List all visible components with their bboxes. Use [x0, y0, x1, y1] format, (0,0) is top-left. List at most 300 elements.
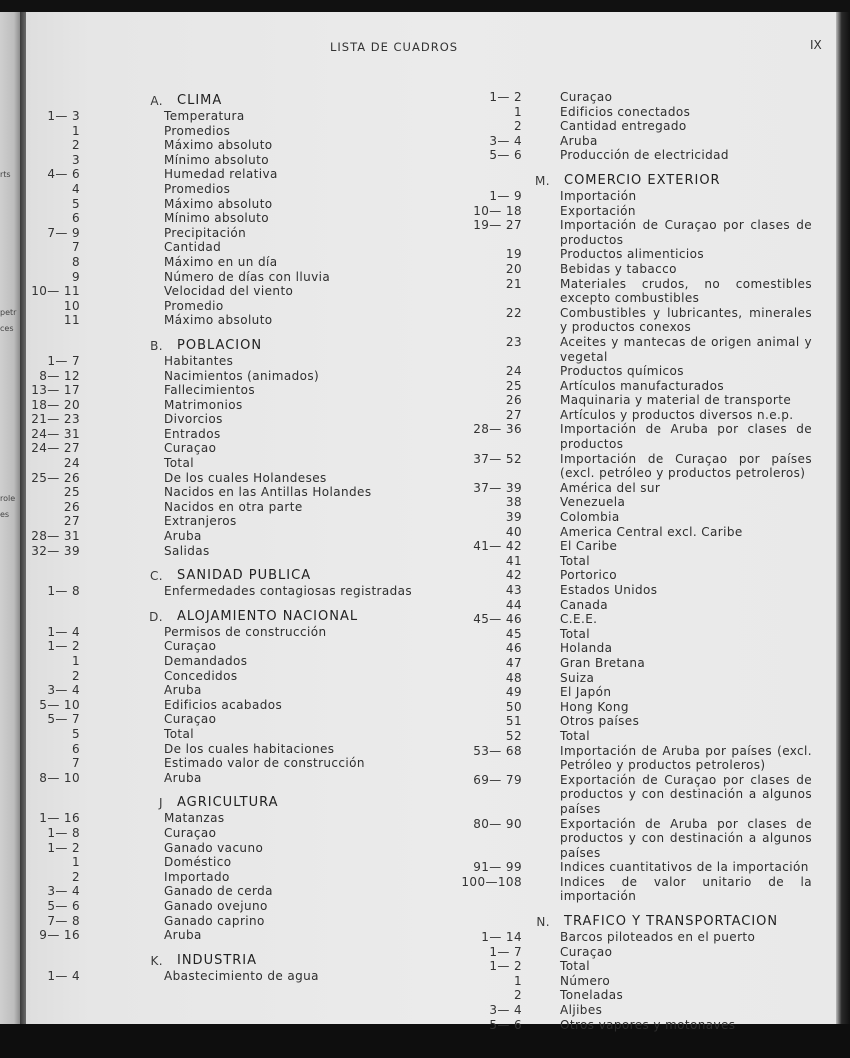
table-list-item: [26, 756, 426, 771]
table-number: 3— 4: [47, 884, 80, 899]
table-number: 10— 18: [473, 203, 522, 218]
page-stack-edge: [836, 12, 850, 1024]
table-list-item: [26, 270, 426, 285]
table-title: Entrados: [164, 426, 221, 441]
table-number: 2: [513, 988, 522, 1003]
table-title: Demandados: [164, 654, 248, 668]
section-heading: [452, 173, 827, 189]
table-number: 26: [505, 393, 522, 408]
table-list-item: [452, 189, 827, 204]
table-title: America Central excl. Caribe: [560, 524, 743, 539]
table-title: Cantidad entregado: [560, 119, 687, 134]
table-list-item: [452, 218, 827, 247]
section-letter: J: [159, 796, 163, 811]
table-title: Exportación: [560, 203, 636, 218]
table-title: De los cuales habitaciones: [164, 741, 335, 756]
table-list-item: [26, 383, 426, 398]
table-list-item: [26, 742, 426, 757]
table-number: 8: [71, 254, 80, 269]
table-list-item: [452, 306, 827, 335]
section-heading: [26, 338, 426, 354]
table-title: Curaçao: [164, 712, 217, 727]
section-title: AGRICULTURA: [177, 795, 279, 811]
section-title: ALOJAMIENTO NACIONAL: [177, 608, 359, 624]
table-number: 5— 7: [47, 712, 80, 727]
table-list-item: [452, 335, 827, 364]
table-number: 1: [71, 855, 80, 870]
table-number: 32— 39: [31, 543, 80, 558]
table-list-item: [452, 959, 827, 974]
table-number: 21: [505, 276, 522, 291]
section-heading: [26, 568, 426, 584]
table-title: Concedidos: [164, 668, 238, 683]
section-poblacion: [26, 338, 426, 558]
table-list-item: [26, 826, 426, 841]
table-list-item: [452, 945, 827, 960]
table-number: 1— 14: [481, 930, 522, 945]
table-list-item: [452, 612, 827, 627]
table-number: 49: [505, 685, 522, 700]
table-number: 100—108: [461, 874, 522, 889]
section-sanidad-publica: [26, 568, 426, 599]
table-list-item: [26, 514, 426, 529]
table-title: Abastecimiento de agua: [164, 968, 319, 983]
table-list-item: [452, 685, 827, 700]
table-title: Aceites y mantecas de origen animal y vegetal: [560, 334, 812, 364]
table-list-item: [26, 138, 426, 153]
table-title: Cantidad: [164, 240, 222, 255]
table-number: 10— 11: [31, 284, 80, 299]
table-number: 43: [505, 583, 522, 597]
table-list-item: [26, 884, 426, 899]
table-number: 13— 17: [31, 383, 80, 398]
table-list-item: [452, 539, 827, 554]
table-number: 46: [505, 641, 522, 656]
table-list-item: [452, 495, 827, 510]
table-list-item: [26, 427, 426, 442]
table-list-item: [26, 398, 426, 413]
facing-page-fragment: ces: [0, 324, 14, 333]
table-number: 27: [505, 407, 522, 422]
table-list-item: [452, 1003, 827, 1018]
table-list-item: [452, 656, 827, 671]
table-title: Hong Kong: [560, 699, 629, 714]
table-title: Holanda: [560, 641, 613, 656]
table-title: Producción de electricidad: [560, 148, 729, 163]
page-number: IX: [810, 38, 822, 52]
table-list-item: [452, 568, 827, 583]
table-list-item: [452, 510, 827, 525]
table-number: 42: [505, 568, 522, 583]
table-number: 28— 36: [473, 422, 522, 437]
table-title: Artículos y productos diversos n.e.p.: [560, 407, 794, 422]
section-heading: [26, 795, 426, 811]
table-list-item: [26, 899, 426, 914]
table-list-item: [26, 485, 426, 500]
table-list-item: [26, 412, 426, 427]
table-list-item: [452, 525, 827, 540]
table-number: 47: [505, 655, 522, 670]
table-number: 8— 12: [39, 368, 80, 383]
table-title: Ganado de cerda: [164, 884, 273, 899]
table-list-item: [452, 671, 827, 686]
table-title: Venezuela: [560, 495, 626, 510]
table-list-item: [26, 471, 426, 486]
section-spacer: [452, 904, 827, 914]
table-list-item: [26, 226, 426, 241]
table-list-item: [452, 930, 827, 945]
table-title: Otros países: [560, 714, 640, 729]
table-title: Aruba: [560, 133, 598, 148]
table-list-item: [452, 817, 827, 861]
table-list-item: [26, 369, 426, 384]
table-title: Doméstico: [164, 855, 232, 870]
table-number: 1— 2: [489, 959, 522, 974]
table-list-item: [452, 554, 827, 569]
table-title: El Japón: [560, 685, 612, 700]
table-list-item: [452, 422, 827, 451]
table-title: Extranjeros: [164, 514, 237, 529]
section-letter: M.: [535, 173, 550, 188]
table-title: Matrimonios: [164, 397, 243, 412]
table-list-item: [26, 841, 426, 856]
table-title: Ganado caprino: [164, 913, 265, 928]
table-number: 5— 6: [47, 898, 80, 913]
table-number: 39: [505, 510, 522, 525]
table-number: 24: [63, 456, 80, 471]
table-list-item: [452, 393, 827, 408]
table-number: 1— 7: [47, 353, 80, 368]
facing-page-fragment: petr: [0, 308, 17, 317]
table-title: Permisos de construcción: [164, 624, 327, 639]
table-list-item: [26, 124, 426, 139]
table-number: 1— 2: [489, 90, 522, 104]
table-title: Total: [164, 456, 195, 471]
table-list-item: [26, 914, 426, 929]
table-title: Mínimo absoluto: [164, 152, 270, 167]
table-title: Indices de valor unitario de la importación: [560, 874, 812, 904]
section-title: SANIDAD PUBLICA: [177, 568, 312, 584]
table-number: 2: [71, 869, 80, 884]
table-title: Máximo absoluto: [164, 313, 273, 328]
table-number: 4: [71, 181, 80, 196]
table-number: 7: [71, 240, 80, 255]
table-title: Estados Unidos: [560, 583, 658, 597]
section-clima: [26, 93, 426, 328]
table-title: Exportación de Curaçao por clases de productos y con destinación a algunos países: [560, 772, 812, 816]
table-number: 6: [71, 741, 80, 756]
table-number: 45: [505, 626, 522, 641]
table-number: 5— 6: [489, 148, 522, 163]
table-number: 53— 68: [473, 743, 522, 758]
table-number: 91— 99: [473, 860, 522, 875]
right-column: [452, 90, 827, 1032]
table-title: Importación de Aruba por países (excl. Petróleo y productos petroleros): [560, 743, 812, 773]
table-list-item: [26, 669, 426, 684]
section-letter: D.: [149, 609, 163, 624]
table-number: 1: [71, 654, 80, 668]
table-number: 11: [63, 313, 80, 328]
section-industria: [26, 953, 426, 984]
table-list-item: [26, 284, 426, 299]
table-number: 51: [505, 714, 522, 729]
table-number: 1— 2: [47, 840, 80, 855]
table-list-item: [26, 182, 426, 197]
table-title: Aruba: [164, 928, 202, 943]
table-number: 1— 2: [47, 639, 80, 654]
table-list-item: [26, 698, 426, 713]
table-number: 1: [71, 123, 80, 138]
table-title: Máximo en un día: [164, 254, 278, 269]
section-title: CLIMA: [177, 93, 223, 108]
table-number: 24— 31: [31, 426, 80, 441]
table-list-item: [452, 408, 827, 423]
table-number: 69— 79: [473, 772, 522, 787]
table-number: 9: [71, 269, 80, 284]
table-number: 80— 90: [473, 816, 522, 831]
table-list-item: [26, 299, 426, 314]
table-title: Importado: [164, 869, 230, 884]
table-title: Nacidos en otra parte: [164, 499, 303, 514]
table-title: Total: [164, 726, 195, 741]
table-number: 44: [505, 597, 522, 612]
section-title: COMERCIO EXTERIOR: [564, 172, 721, 188]
table-list-item: [26, 855, 426, 870]
table-number: 6: [71, 211, 80, 226]
table-title: Nacimientos (animados): [164, 368, 320, 383]
table-number: 1: [513, 973, 522, 988]
table-number: 40: [505, 524, 522, 539]
table-list-item: [26, 255, 426, 270]
section-title: INDUSTRIA: [177, 952, 258, 968]
section-spacer: [452, 163, 827, 173]
table-list-item: [26, 211, 426, 226]
table-list-item: [26, 167, 426, 182]
table-list-item: [26, 109, 426, 124]
table-number: 37— 39: [473, 480, 522, 495]
table-title: Total: [560, 728, 591, 743]
table-number: 2: [71, 668, 80, 683]
table-list-item: [26, 928, 426, 943]
table-title: Mínimo absoluto: [164, 211, 270, 226]
left-column: [26, 93, 426, 983]
table-title: Suiza: [560, 670, 595, 685]
table-list-item: [452, 860, 827, 875]
table-list-item: [26, 639, 426, 654]
table-number: 1: [513, 104, 522, 119]
table-list-item: [452, 875, 827, 904]
section-heading: [26, 93, 426, 109]
table-number: 5— 6: [489, 1017, 522, 1032]
table-title: Productos alimenticios: [560, 247, 705, 262]
table-title: Total: [560, 553, 591, 568]
table-number: 28— 31: [31, 529, 80, 544]
table-number: 4— 6: [47, 167, 80, 182]
table-title: Salidas: [164, 543, 210, 558]
table-title: Curaçao: [164, 825, 217, 840]
table-number: 52: [505, 728, 522, 743]
section-spacer: [26, 558, 426, 568]
table-list-item: [26, 712, 426, 727]
table-title: Otros vapores y motonaves: [560, 1017, 736, 1032]
table-number: 41— 42: [473, 539, 522, 554]
table-number: 25: [505, 378, 522, 393]
table-title: Productos químicos: [560, 364, 684, 379]
table-title: Curaçao: [560, 944, 613, 959]
facing-page-edge: [0, 12, 20, 1024]
section-heading: [26, 953, 426, 969]
table-title: Matanzas: [164, 811, 225, 826]
table-title: Temperatura: [164, 109, 245, 123]
table-title: C.E.E.: [560, 612, 598, 627]
table-number: 7— 9: [47, 225, 80, 240]
table-number: 1— 4: [47, 624, 80, 639]
table-title: Importación de Curaçao por clases de productos: [560, 218, 812, 247]
table-list-item: [452, 134, 827, 149]
table-list-item: [452, 481, 827, 496]
table-list-item: [452, 364, 827, 379]
table-title: Humedad relativa: [164, 167, 278, 182]
section-title: POBLACION: [177, 337, 263, 353]
table-list-item: [452, 277, 827, 306]
table-list-item: [26, 771, 426, 786]
table-title: Curaçao: [560, 90, 613, 104]
table-list-item: [452, 583, 827, 598]
table-number: 2: [513, 119, 522, 134]
table-list-item: [26, 625, 426, 640]
table-list-item: [452, 700, 827, 715]
facing-page-fragment: role: [0, 494, 16, 503]
table-title: Número: [560, 973, 611, 988]
table-list-item: [452, 204, 827, 219]
table-title: Edificios conectados: [560, 104, 691, 119]
table-list-item: [26, 811, 426, 826]
table-list-item: [26, 313, 426, 328]
table-list-item: [452, 773, 827, 817]
table-number: 1— 3: [47, 109, 80, 123]
table-title: Importación: [560, 188, 637, 203]
table-title: Divorcios: [164, 412, 223, 427]
table-title: Máximo absoluto: [164, 196, 273, 211]
table-title: De los cuales Holandeses: [164, 470, 327, 485]
table-title: América del sur: [560, 480, 661, 495]
table-title: Curaçao: [164, 639, 217, 654]
table-number: 8— 10: [39, 770, 80, 785]
section-heading: [452, 914, 827, 930]
table-list-item: [26, 456, 426, 471]
section-heading: [26, 609, 426, 625]
table-list-item: [26, 354, 426, 369]
table-list-item: [452, 452, 827, 481]
facing-page-fragment: rts: [0, 170, 11, 179]
table-title: Canada: [560, 597, 609, 612]
table-title: Exportación de Aruba por clases de productos y con destinación a algunos países: [560, 816, 812, 860]
table-number: 22: [505, 305, 522, 320]
table-title: Número de días con lluvia: [164, 269, 331, 284]
table-title: Promedios: [164, 123, 231, 138]
table-title: Gran Bretana: [560, 655, 646, 670]
table-list-item: [26, 654, 426, 669]
table-title: Estimado valor de construcción: [164, 756, 365, 771]
table-number: 50: [505, 699, 522, 714]
table-number: 18— 20: [31, 397, 80, 412]
table-list-item: [26, 197, 426, 212]
table-title: Edificios acabados: [164, 697, 283, 712]
table-number: 3— 4: [489, 1003, 522, 1018]
table-number: 1— 16: [39, 811, 80, 826]
table-title: El Caribe: [560, 539, 618, 554]
table-title: Maquinaria y material de transporte: [560, 393, 792, 408]
table-title: Fallecimientos: [164, 383, 256, 398]
table-list-item: [452, 627, 827, 642]
table-number: 1— 9: [489, 188, 522, 203]
table-number: 10: [63, 298, 80, 313]
table-list-item: [26, 500, 426, 515]
table-list-item: [452, 974, 827, 989]
table-number: 19: [505, 247, 522, 262]
section-spacer: [26, 599, 426, 609]
table-list-item: [452, 247, 827, 262]
table-number: 37— 52: [473, 451, 522, 466]
table-title: Aruba: [164, 529, 202, 544]
table-title: Aruba: [164, 683, 202, 698]
table-title: Combustibles y lubricantes, minerales y productos conexos: [560, 305, 812, 335]
table-number: 3: [71, 152, 80, 167]
table-title: Enfermedades contagiosas registradas: [164, 584, 413, 599]
table-title: Bebidas y tabacco: [560, 261, 677, 276]
table-title: Importación de Aruba por clases de productos: [560, 422, 812, 452]
table-number: 48: [505, 670, 522, 685]
table-list-item: [26, 870, 426, 885]
table-list-item: [26, 441, 426, 456]
section-letter: A.: [150, 94, 163, 108]
table-list-item: [26, 240, 426, 255]
section-industria-continued: [452, 90, 827, 163]
table-list-item: [452, 105, 827, 120]
table-number: 5: [71, 196, 80, 211]
table-list-item: [452, 598, 827, 613]
table-title: Total: [560, 959, 591, 974]
table-number: 3— 4: [47, 683, 80, 698]
table-list-item: [452, 262, 827, 277]
table-number: 3— 4: [489, 133, 522, 148]
section-letter: B.: [150, 338, 163, 353]
table-number: 27: [63, 514, 80, 529]
table-list-item: [26, 584, 426, 599]
section-alojamiento-nacional: [26, 609, 426, 786]
table-title: Importación de Curaçao por países (excl. petróleo y productos petroleros): [560, 451, 812, 481]
table-number: 24: [505, 364, 522, 379]
table-title: Ganado vacuno: [164, 840, 264, 855]
table-list-item: [26, 153, 426, 168]
section-letter: K.: [150, 953, 163, 968]
table-number: 1— 4: [47, 968, 80, 983]
table-title: Indices cuantitativos de la importación: [560, 860, 809, 875]
table-list-item: [452, 641, 827, 656]
table-list-item: [452, 379, 827, 394]
section-spacer: [26, 943, 426, 953]
table-list-item: [26, 529, 426, 544]
table-title: Precipitación: [164, 225, 247, 240]
facing-page-fragment: es: [0, 510, 10, 519]
table-title: Barcos piloteados en el puerto: [560, 930, 756, 945]
table-number: 7: [71, 756, 80, 771]
table-number: 2: [71, 138, 80, 153]
running-head: LISTA DE CUADROS: [330, 40, 459, 54]
table-title: Aljibes: [560, 1003, 603, 1018]
table-title: Colombia: [560, 510, 620, 525]
table-number: 5— 10: [39, 697, 80, 712]
